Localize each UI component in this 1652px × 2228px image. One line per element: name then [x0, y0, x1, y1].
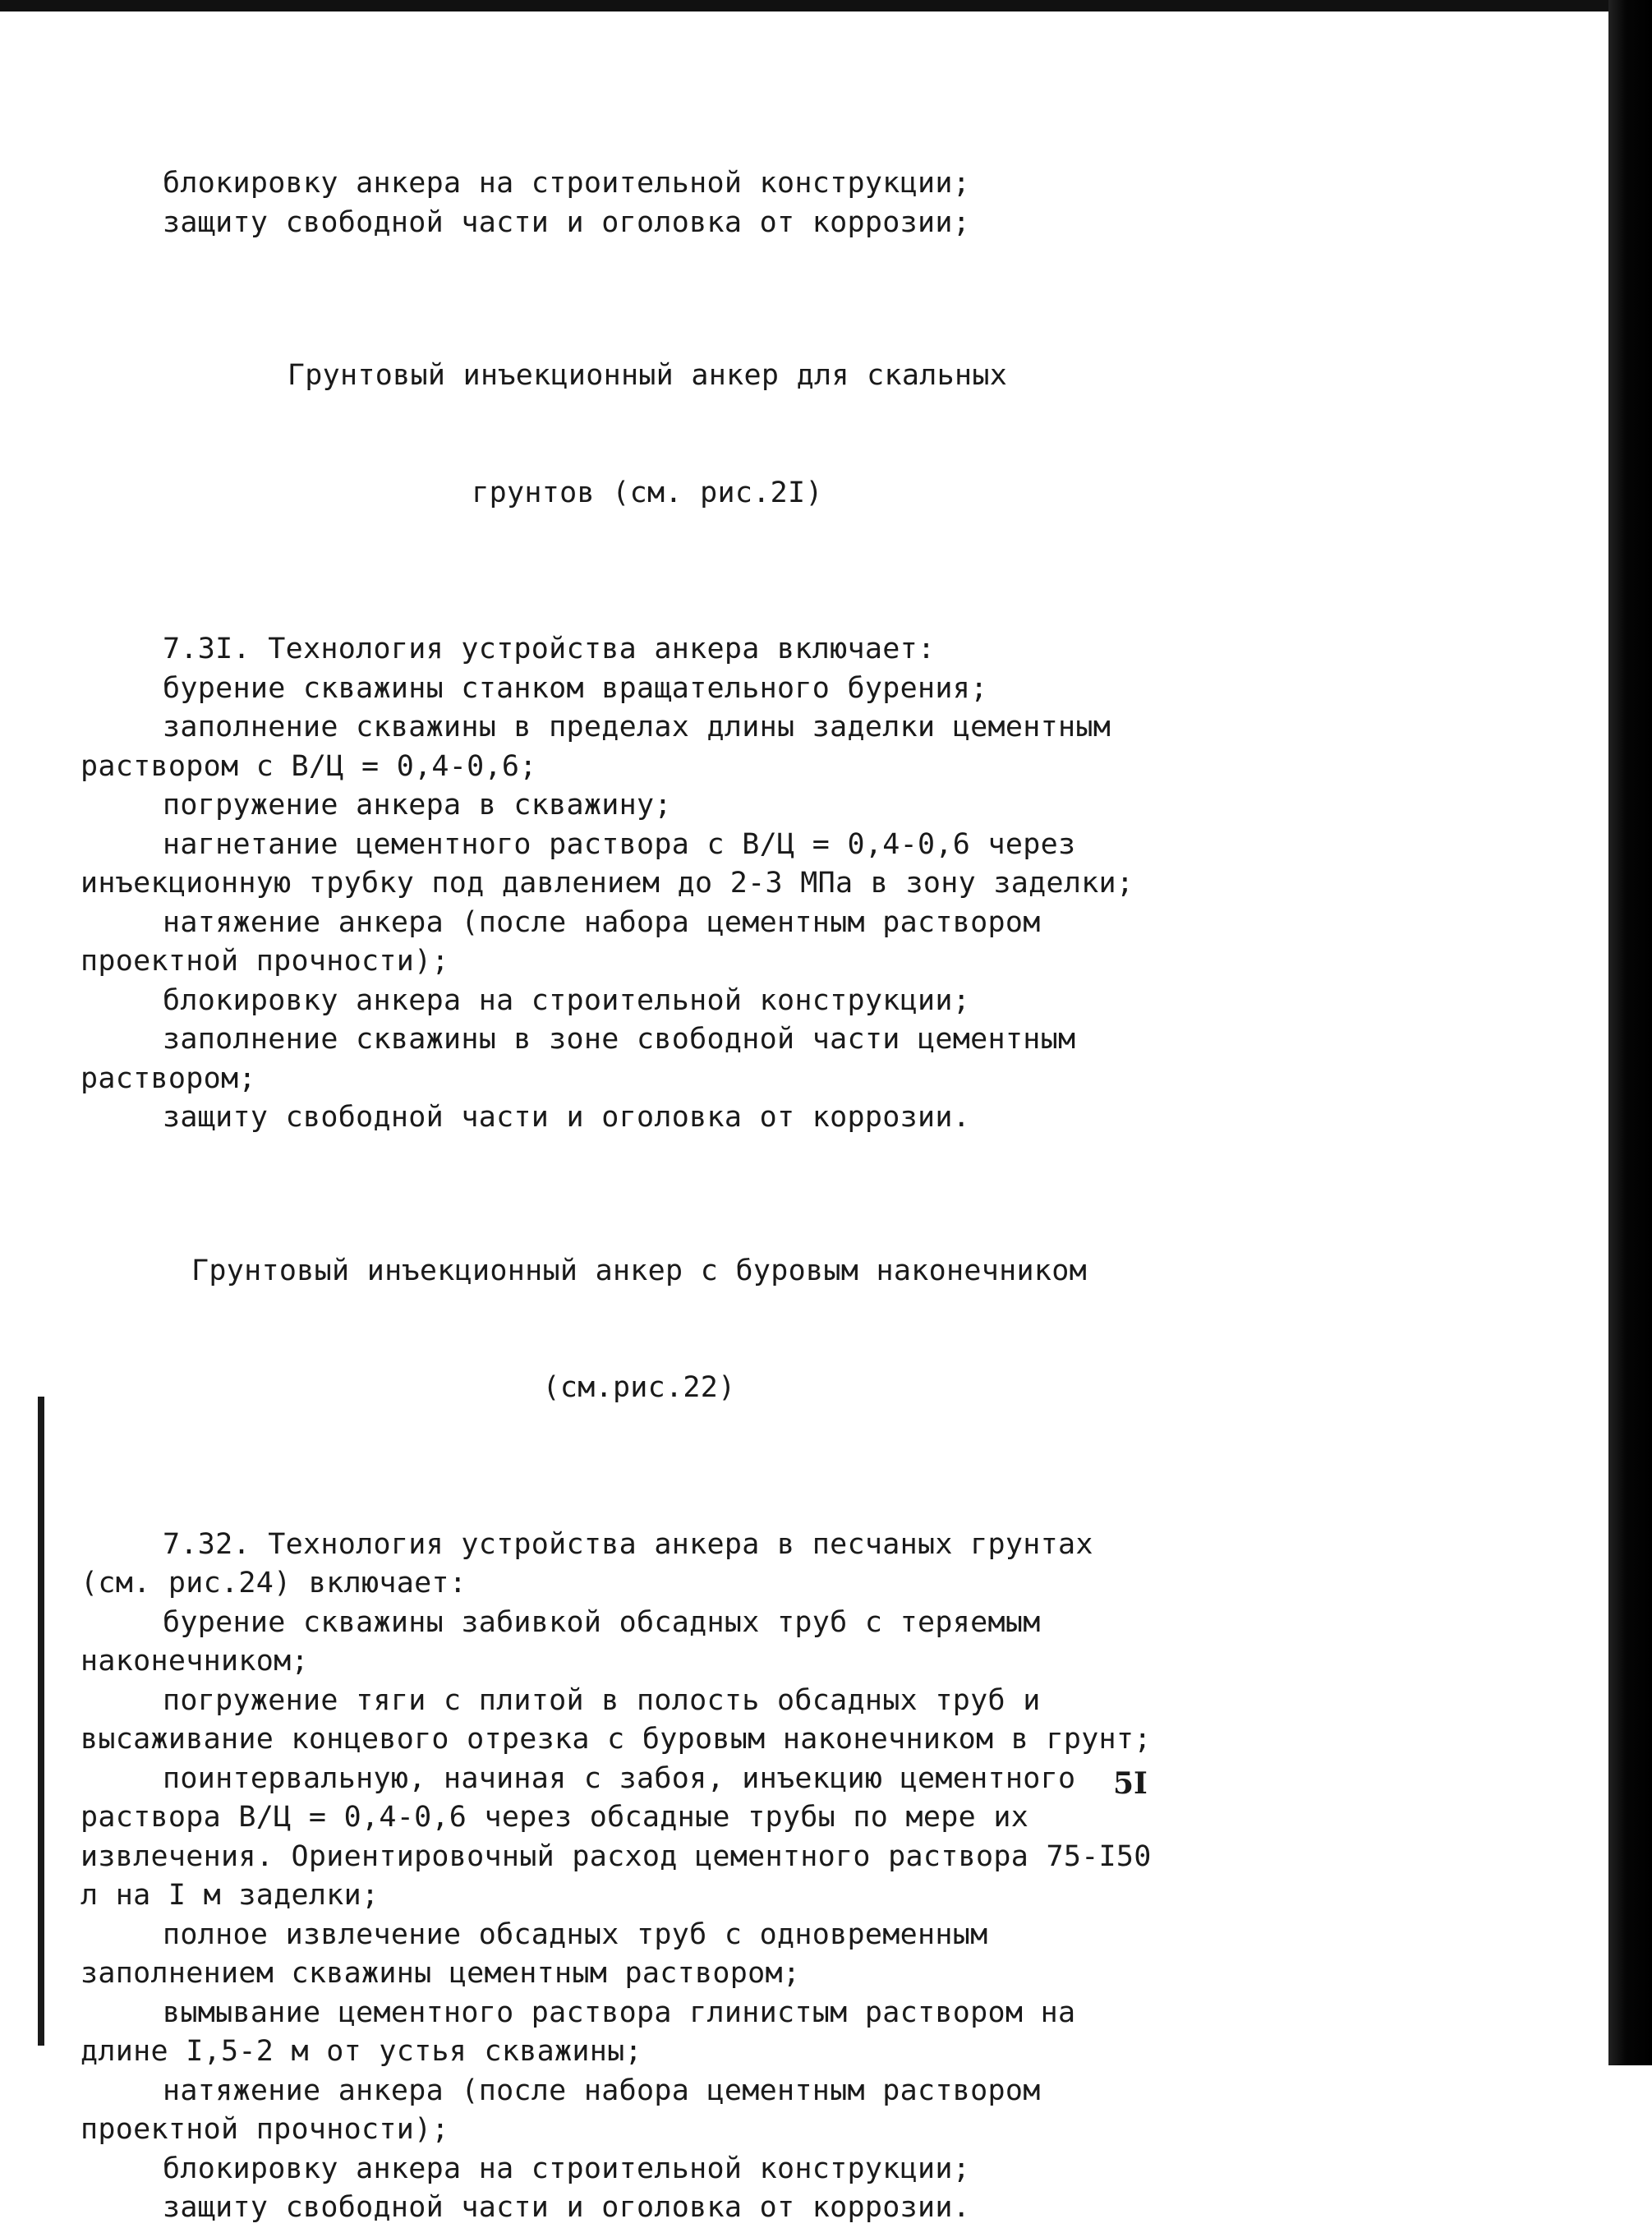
paragraph: блокировку анкера на строительной конструкции; — [163, 167, 971, 200]
paragraph: бурение скважины станком вращательного бурения; — [163, 671, 988, 705]
heading-line: Грунтовый инъекционный анкер для скальных — [287, 359, 1008, 392]
paragraph: блокировку анкера на строительной конструкции; — [163, 2152, 971, 2185]
paragraph: заполнение скважины в зоне свободной части цементным раствором; — [81, 1023, 1093, 1095]
paragraph: 7.32. Технология устройства анкера в песчаных грунтах (см. рис.24) включает: — [81, 1527, 1111, 1600]
section-heading-drill-tip-anchor — [81, 1174, 1165, 1486]
document-page — [81, 164, 1170, 2228]
paragraph: натяжение анкера (после набора цементным раствором проектной прочности); — [81, 2074, 1058, 2146]
paragraph: 7.3I. Технология устройства анкера включает: — [163, 633, 936, 665]
paragraph: защиту свободной части и оголовка от коррозии. — [163, 2191, 971, 2224]
paragraph: поинтервальную, начиная с забоя, инъекцию цементного раствора В/Ц = 0,4-0,6 через обсадные трубы по мере их извлечения. Ориентировочный расход цементного раствора 75-I50 л на I м заделки; — [81, 1761, 1170, 1912]
paragraph: нагнетание цементного раствора с В/Ц = 0,4-0,6 через инъекционную трубку под давлением до 2-3 МПа в зону заделки; — [81, 827, 1134, 900]
paragraph: натяжение анкера (после набора цементным раствором проектной прочности); — [81, 905, 1058, 978]
heading-line: (см.рис.22) — [542, 1371, 736, 1404]
paragraph: полное извлечение обсадных труб с одновременным заполнением скважины цементным раствором; — [81, 1917, 1005, 1990]
scan-edge-right — [1608, 0, 1652, 2065]
paragraph: защиту свободной части и оголовка от коррозии; — [163, 205, 971, 239]
scan-edge-left — [38, 1397, 44, 2046]
paragraph: блокировку анкера на строительной конструкции; — [163, 983, 971, 1017]
page-number: 5I — [1113, 1766, 1148, 1801]
paragraph: заполнение скважины в пределах длины заделки цементным раствором с В/Ц = 0,4-0,6; — [81, 711, 1129, 783]
paragraph: вымывание цементного раствора глинистым раствором на длине I,5-2 м от устья скважины; — [81, 1996, 1093, 2068]
paragraph: погружение анкера в скважину; — [163, 789, 672, 822]
heading-line: Грунтовый инъекционный анкер с буровым наконечником — [191, 1254, 1087, 1287]
paragraph: защиту свободной части и оголовка от коррозии. — [163, 1101, 971, 1134]
paragraph: погружение тяги с плитой в полость обсадных труб и высаживание концевого отрезка с буровым наконечником в грунт; — [81, 1683, 1152, 1756]
scan-edge-top — [0, 0, 1610, 12]
heading-line: грунтов (см. рис.2I) — [472, 476, 823, 509]
paragraph: бурение скважины забивкой обсадных труб с теряемым наконечником; — [81, 1605, 1058, 1678]
section-heading-rock-anchor — [81, 278, 1165, 591]
